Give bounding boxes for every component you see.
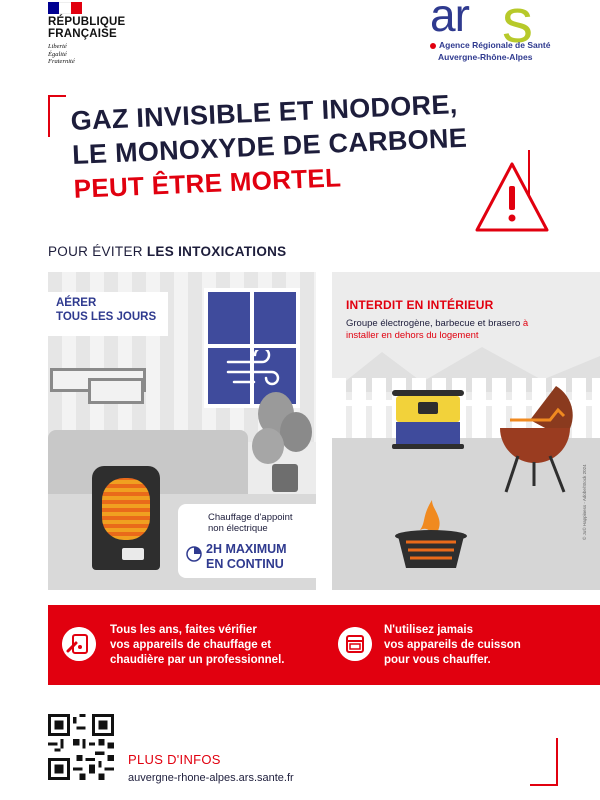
- rf-motto-egalite: Égalité: [48, 50, 67, 58]
- plus-infos-label: PLUS D'INFOS: [128, 752, 221, 767]
- title-line2: LE MONOXYDE DE CARBONE: [71, 122, 468, 170]
- advice-cooking-line2: vos appareils de cuisson: [384, 639, 521, 651]
- ars-agency-text: Agence Régionale de Santé: [439, 40, 551, 50]
- heater-text-line2: non électrique: [208, 523, 268, 534]
- clock-icon: [186, 546, 202, 562]
- ars-logo-word: ar: [430, 0, 469, 41]
- ars-logo-s: s: [502, 0, 533, 56]
- photo-credit: © Ju© Happiness - Adobe/Stock 2024: [582, 464, 587, 540]
- rf-name-line1: RÉPUBLIQUE: [48, 16, 126, 28]
- ars-region-name: Auvergne-Rhône-Alpes: [438, 52, 533, 62]
- interdit-text-main: Groupe électrogène, barbecue et brasero: [346, 318, 523, 329]
- heater-glow: [102, 478, 150, 540]
- rf-name-line2: FRANÇAISE: [48, 28, 117, 40]
- subtitle-prefix: POUR ÉVITER: [48, 244, 147, 259]
- panel-interdit: [332, 272, 600, 590]
- advice-cooking-text: [384, 623, 521, 668]
- aerer-label-line2: TOUS LES JOURS: [56, 311, 157, 323]
- website-link[interactable]: auvergne-rhone-alpes.ars.sante.fr: [128, 772, 294, 784]
- advice-check-text: [110, 623, 284, 668]
- rf-motto: [48, 43, 138, 66]
- window-frame-horizontal: [208, 344, 296, 348]
- brasero-icon: [392, 496, 470, 576]
- heater-illustration: [92, 466, 160, 570]
- title-bracket-top-left: [48, 95, 66, 137]
- heater-limit-line1: 2H MAXIMUM: [206, 542, 287, 556]
- qr-code[interactable]: [48, 714, 114, 780]
- ars-dot-icon: [430, 43, 436, 49]
- advice-cooking-line3: pour vous chauffer.: [384, 654, 491, 666]
- interdit-text: [346, 318, 546, 341]
- warning-triangle-icon: [473, 152, 551, 242]
- boiler-repair-icon: [62, 627, 96, 661]
- subtitle: [48, 244, 287, 259]
- heater-limit-line2: EN CONTINU: [206, 557, 284, 571]
- page-title: [70, 87, 469, 206]
- plant-icon: [246, 384, 316, 494]
- rf-motto-fraternite: Fraternité: [48, 58, 75, 65]
- heater-info-box: [178, 504, 316, 578]
- interdit-title: INTERDIT EN INTÉRIEUR: [346, 298, 494, 312]
- title-line1: GAZ INVISIBLE ET INODORE,: [70, 89, 459, 136]
- ars-logo: [428, 0, 558, 72]
- advice-cooking-line1: N'utilisez jamais: [384, 624, 474, 636]
- footer-bracket: [530, 738, 558, 786]
- heater-limit: [206, 542, 287, 572]
- subtitle-bold: LES INTOXICATIONS: [146, 244, 287, 259]
- aerer-label-line1: AÉRER: [56, 297, 97, 309]
- rf-motto-liberte: Liberté: [48, 43, 67, 50]
- heater-text: [208, 512, 293, 534]
- oven-icon: [338, 627, 372, 661]
- french-flag-icon: [48, 2, 82, 14]
- panel-aerer: [48, 272, 316, 590]
- generator-icon: [388, 384, 468, 452]
- heater-text-line1: Chauffage d'appoint: [208, 512, 293, 523]
- advice-banner: [48, 605, 600, 685]
- interdit-text-red: à installer en dehors du logement: [346, 318, 529, 341]
- advice-check-line3: chaudière par un professionnel.: [110, 654, 285, 666]
- aerer-label: [48, 292, 168, 336]
- wall-shelf-lower: [88, 378, 144, 404]
- heater-controls: [122, 548, 144, 560]
- ars-agency-name: [430, 40, 550, 50]
- advice-check-line1: Tous les ans, faites vérifier: [110, 624, 257, 636]
- barbecue-icon: [484, 376, 576, 496]
- advice-check-line2: vos appareils de chauffage et: [110, 639, 272, 651]
- republique-francaise-logo: [48, 2, 138, 66]
- title-line3: PEUT ÊTRE MORTEL: [73, 162, 342, 204]
